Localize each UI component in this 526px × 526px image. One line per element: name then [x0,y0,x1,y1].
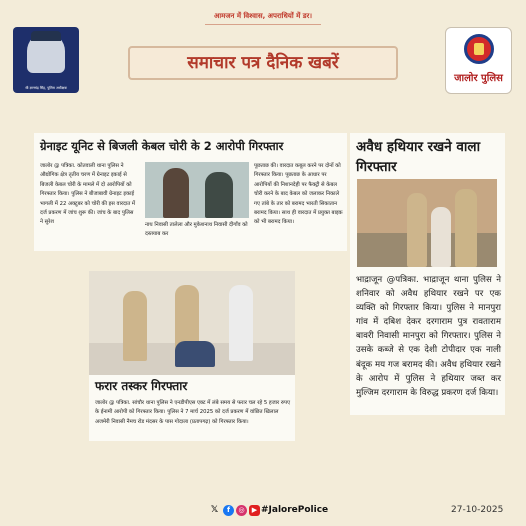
clipping-body-col2: नाथ निवासी तालेला और मुकेशनाथ निवासी दीगाँव को दस्तयाब कर [145,222,248,238]
clipping-body: भाद्राजून @पत्रिका. भाद्राजून थाना पुलिस ने शनिवार को अवैध हथियार रखने पर एक व्यक्ति को गिरफ्तार किया। पुलिस ने मानपुरा गांव में दबिश देकर दरगाराम पुत्र रावताराम बावरी निवासी मानपुरा को गिरफ्तार। पुलिस ने उसके कब्जे से एक देशी टोपीदार एक नाली बंदूक मय गज बरामद की। अवैध हथियार रखने के आरोप में पुलिस ने हथियार जब्त कर मुल्जिम दरगाराम के विरुद्ध प्रकरण दर्ज किया। [356,275,501,398]
news-clipping-cable-theft [34,133,347,251]
arrest-photo [357,179,497,267]
social-handle-bar [205,501,331,521]
accused-photo [145,162,249,218]
x-icon: 𝕏 [210,505,219,515]
social-handle: #JalorePolice [261,505,329,515]
motto-text: आमजन में विश्वास, अपराधियों में डर। [213,12,312,20]
clipping-headline: ग्रेनाइट यूनिट से बिजली केबल चोरी के 2 आरोपी गिरफ्तार [40,139,284,153]
clipping-headline: फरार तस्कर गिरफ्तार [95,379,188,393]
arrest-photo [89,271,295,375]
clipping-headline: अवैध हथियार रखने वाला गिरफ्तार [356,139,481,175]
post-date: 27-10-2025 [451,505,504,515]
youtube-icon: ▶ [249,505,260,516]
clipping-body: जालोर @ पत्रिका. सांचौर थाना पुलिस ने एनडीपीएस एक्ट में लंबे समय से फरार चल रहे 5 हजार रुपए के ईनामी आरोपी को गिरफ्तार किया। पुलिस ने 7 मार्च 2025 को दर्ज प्रकरण में वांछित खिलाल अजमेरी निवासी नैमच रोड मंदसर के पास गोदाला (प्रतापगढ़) को गिरफ्तार किया। [95,400,290,425]
news-clipping-absconding-smuggler [89,271,295,441]
logo-label: जालोर पुलिस [454,73,503,84]
sp-portrait-badge [13,27,79,93]
instagram-icon: ◎ [236,505,247,516]
header-title: समाचार पत्र दैनिक खबरें [187,53,339,73]
rajasthan-police-emblem-icon [464,34,494,64]
motto-underline [205,24,321,25]
facebook-icon: f [223,505,234,516]
jalore-police-logo [445,27,512,94]
news-clipping-illegal-weapon [350,133,505,415]
clipping-body-col3: पूछताछ की। वारदात कबूल करने पर दोनों को गिरफ्तार किया। पूछताछ के आधार पर आरोपियों की निशानदेही पर फैक्ट्री से केबल चोरी करने के बाद केबल को जलाकर निकाले गए तांबे के तार को बरामद भारती सिकातान बरामद किया। साथ ही वारदात में प्रयुक्त बाइक को भी बरामद किया। [254,163,343,226]
clipping-body-col1: जालोर @ पत्रिका. कोतवाली थाना पुलिस ने औद्योगिक क्षेत्र तृतीय चरण में ग्रेनाइट इकाई से बिजली केबल चोरी के मामले में दो आरोपियों को गिरफ्तार किया। पुलिस ने बीजाबावी ग्रेनाइट इकाई भागली में 22 अक्टूबर को चोरी की इस वारदात में दर्ज प्रकरण में जांच शुरू की। जांच के बाद पुलिस ने सुरेश [40,163,136,226]
police-cap-shape [31,31,61,41]
portrait-caption: श्री ज्ञानचंद्र सिंह, पुलिस अधीक्षक [25,86,67,90]
